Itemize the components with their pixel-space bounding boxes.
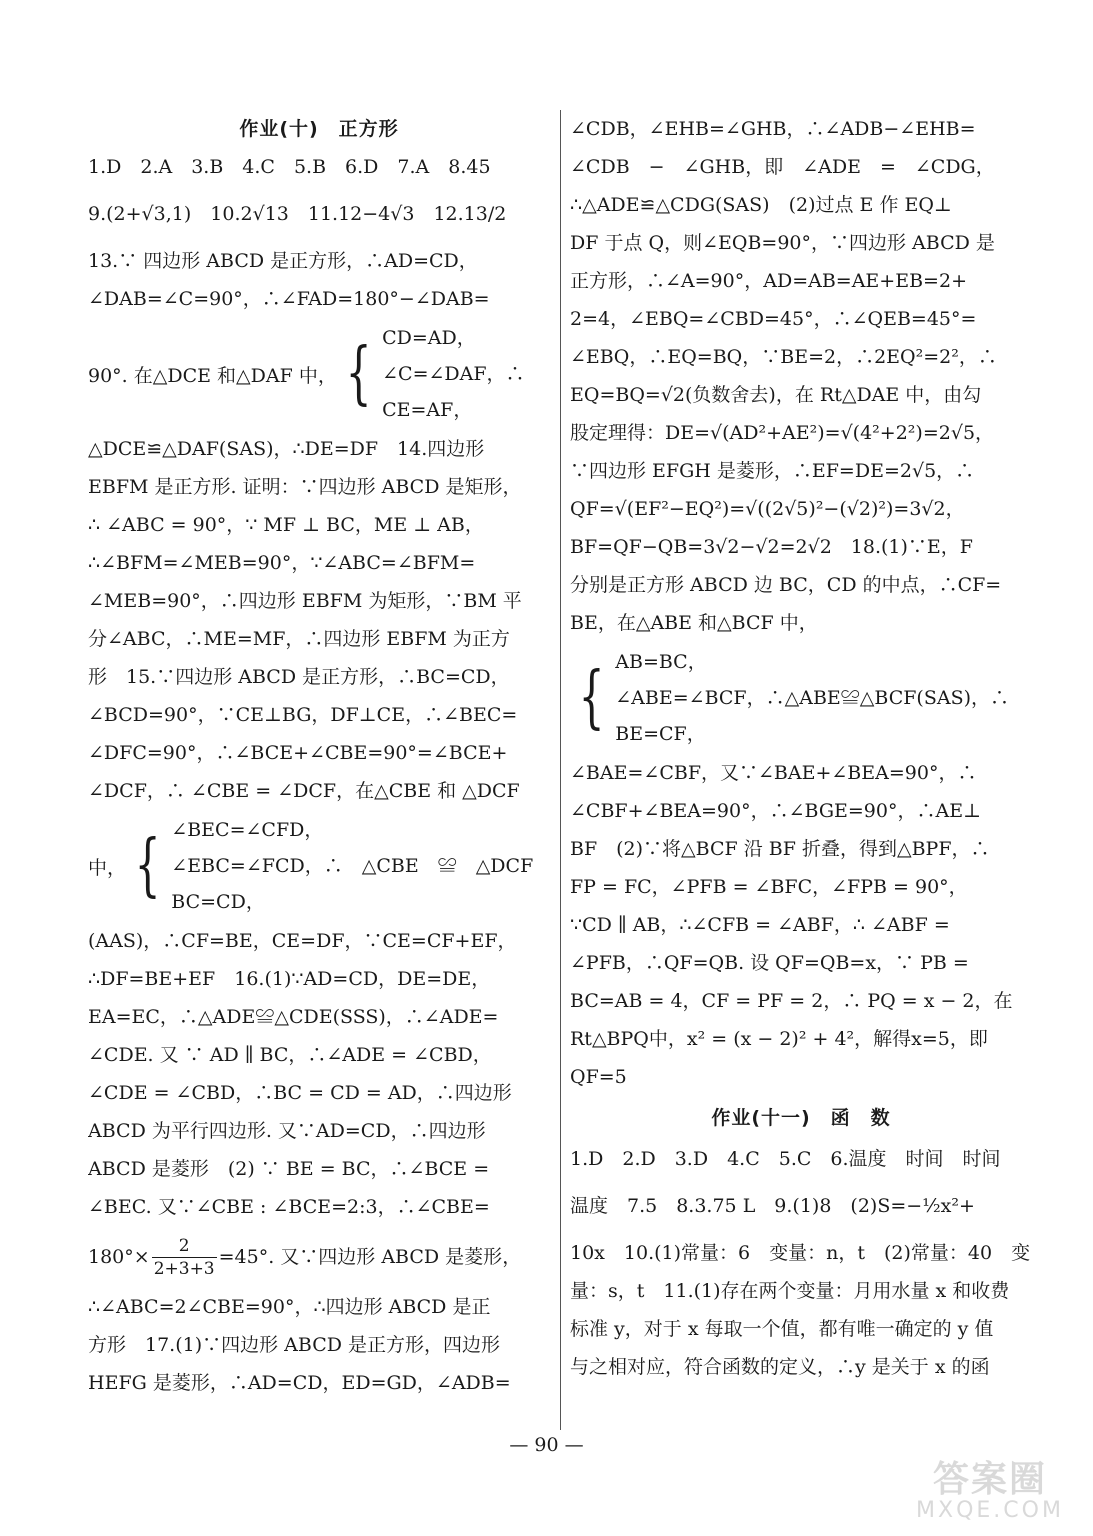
- text-line: ∠BEC. 又∵∠CBE : ∠BCE=2:3，∴∠CBE=: [88, 1196, 490, 1218]
- column-divider: [560, 110, 561, 1430]
- text-line: Rt△BPQ中，x² = (x − 2)² + 4²，解得x=5，即: [570, 1028, 988, 1050]
- text-line: ∴∠BFM=∠MEB=90°，∵∠ABC=∠BFM=: [88, 552, 476, 574]
- text-line: EA=EC，∴△ADE≌△CDE(SSS)，∴∠ADE=: [88, 1006, 499, 1028]
- text-line: BF=QF−QB=3√2−√2=2√2 18.(1)∵E，F: [570, 536, 973, 558]
- system-row: BE=CF，: [615, 723, 706, 745]
- system-row: ∠EBC=∠FCD，∴ △CBE ≌ △DCF: [171, 855, 534, 877]
- text-line: HEFG 是菱形，∴AD=CD，ED=GD，∠ADB=: [88, 1372, 511, 1394]
- text-line: ∠CDE = ∠CBD，∴BC = CD = AD，∴四边形: [88, 1082, 512, 1104]
- text-line: ∠DAB=∠C=90°，∴∠FAD=180°−∠DAB=: [88, 288, 490, 310]
- brace-system: [337, 320, 525, 428]
- text-line: ∠DCF，∴ ∠CBE = ∠DCF，在△CBE 和 △DCF: [88, 780, 520, 802]
- text-line: 2=4，∠EBQ=∠CBD=45°，∴∠QEB=45°=: [570, 308, 977, 330]
- text-line: ∠BCD=90°，∵CE⊥BG，DF⊥CE，∴∠BEC=: [88, 704, 518, 726]
- text-line: (AAS)，∴CF=BE，CE=DF，∵CE=CF+EF，: [88, 930, 517, 952]
- text-line: ∠BAE=∠CBF，又∵∠BAE+∠BEA=90°，∴: [570, 762, 977, 784]
- text-line: 标准 y，对于 x 每取一个值，都有唯一确定的 y 值: [570, 1318, 994, 1340]
- fraction-numerator: 2: [178, 1235, 190, 1256]
- watermark-url: MXQE.COM: [916, 1498, 1064, 1523]
- text-line: ∴DF=BE+EF 16.(1)∵AD=CD，DE=DE，: [88, 968, 491, 990]
- fraction-denominator: 2+3+3: [153, 1258, 215, 1279]
- section-title: 作业(十一) 函 数: [711, 1107, 891, 1129]
- text-line: ∴ ∠ABC = 90°，∵ MF ⊥ BC，ME ⊥ AB，: [88, 514, 484, 536]
- text-line: ∠PFB，∴QF=QB. 设 QF=QB=x，∵ PB =: [570, 952, 969, 974]
- left-column: [88, 110, 550, 1402]
- text-line: ∠CBF+∠BEA=90°，∴∠BGE=90°，∴AE⊥: [570, 800, 981, 822]
- text-line: ∴∠ABC=2∠CBE=90°，∴四边形 ABCD 是正: [88, 1296, 491, 1318]
- text-line: 9.(2+√3,1) 10.2√13 11.12−4√3 12.13/2: [88, 203, 507, 225]
- brace-glyph: {: [134, 826, 161, 905]
- system-row: ∠C=∠DAF，∴: [382, 363, 525, 385]
- equation-system: [88, 318, 550, 430]
- text-line: ∠CDB，∠EHB=∠GHB，∴∠ADB−∠EHB=: [570, 118, 976, 140]
- system-row: AB=BC，: [615, 651, 707, 673]
- fraction-prefix: 180°×: [88, 1246, 150, 1268]
- text-line: ∠CDB − ∠GHB，即 ∠ADE = ∠CDG，: [570, 156, 995, 178]
- text-line: 形 15.∵四边形 ABCD 是正方形，∴BC=CD，: [88, 666, 510, 688]
- brace-system: [126, 812, 533, 920]
- brace-glyph: {: [345, 334, 372, 413]
- system-row: BC=CD，: [171, 891, 265, 913]
- text-line: 分别是正方形 ABCD 边 BC，CD 的中点，∴CF=: [570, 574, 1002, 596]
- text-line: ABCD 为平行四边形. 又∵AD=CD，∴四边形: [88, 1120, 486, 1142]
- equation-system: [570, 642, 1032, 754]
- watermark-text: 答案圈: [932, 1459, 1047, 1500]
- text-line: QF=√(EF²−EQ²)=√((2√5)²−(√2)²)=3√2，: [570, 498, 965, 520]
- fraction-suffix: =45°. 又∵四边形 ABCD 是菱形，: [218, 1246, 522, 1268]
- text-line: FP = FC，∠PFB = ∠BFC，∠FPB = 90°，: [570, 876, 968, 898]
- text-line: 量：s，t 11.(1)存在两个变量：月用水量 x 和收费: [570, 1280, 1010, 1302]
- text-line: 1.D 2.A 3.B 4.C 5.B 6.D 7.A 8.45: [88, 156, 491, 178]
- brace-system: [570, 644, 1009, 752]
- text-line: ∵四边形 EFGH 是菱形，∴EF=DE=2√5，∴: [570, 460, 975, 482]
- text-line: ABCD 是菱形 (2) ∵ BE = BC，∴∠BCE =: [88, 1158, 490, 1180]
- text-line: EQ=BQ=√2(负数舍去)，在 Rt△DAE 中，由勾: [570, 384, 982, 406]
- system-row: CD=AD，: [382, 327, 476, 349]
- text-line: ∴△ADE≌△CDG(SAS) (2)过点 E 作 EQ⊥: [570, 194, 952, 216]
- text-line: BC=AB = 4，CF = PF = 2，∴ PQ = x − 2，在: [570, 990, 1013, 1012]
- system-row: ∠ABE=∠BCF，∴△ABE≌△BCF(SAS)，∴: [615, 687, 1010, 709]
- text-line: ∠DFC=90°，∴∠BCE+∠CBE=90°=∠BCE+: [88, 742, 508, 764]
- text-line: EBFM 是正方形. 证明：∵四边形 ABCD 是矩形，: [88, 476, 522, 498]
- system-row: CE=AF，: [382, 399, 473, 421]
- text-line: 1.D 2.D 3.D 4.C 5.C 6.温度 时间 时间: [570, 1148, 1001, 1170]
- text-line: 方形 17.(1)∵四边形 ABCD 是正方形，四边形: [88, 1334, 501, 1356]
- brace-glyph: {: [578, 658, 605, 737]
- system-prefix: 中，: [88, 856, 127, 879]
- watermark-logo: [905, 1460, 1075, 1524]
- text-line: DF 于点 Q，则∠EQB=90°，∵四边形 ABCD 是: [570, 232, 995, 254]
- text-line: △DCE≌△DAF(SAS)，∴DE=DF 14.四边形: [88, 438, 485, 460]
- equation-system: [88, 810, 550, 922]
- fraction: [152, 1235, 217, 1280]
- text-line: BE，在△ABE 和△BCF 中，: [570, 612, 818, 634]
- text-line: 10x 10.(1)常量：6 变量：n，t (2)常量：40 变: [570, 1242, 1031, 1264]
- text-line: ∠CDE. 又 ∵ AD ∥ BC，∴∠ADE = ∠CBD，: [88, 1044, 492, 1066]
- page-number: — 90 —: [509, 1434, 584, 1456]
- text-line: 分∠ABC，∴ME=MF，∴四边形 EBFM 为正方: [88, 628, 510, 650]
- system-prefix: 90°. 在△DCE 和△DAF 中，: [88, 364, 337, 387]
- section-title: 作业(十) 正方形: [239, 118, 399, 140]
- right-column: [570, 110, 1032, 1386]
- text-line: 股定理得：DE=√(AD²+AE²)=√(4²+2²)=2√5，: [570, 422, 995, 444]
- text-line: 正方形，∴∠A=90°，AD=AB=AE+EB=2+: [570, 270, 967, 292]
- text-line: ∵CD ∥ AB，∴∠CFB = ∠ABF，∴ ∠ABF =: [570, 914, 950, 936]
- system-row: ∠BEC=∠CFD，: [171, 819, 324, 841]
- text-line: BF (2)∵将△BCF 沿 BF 折叠，得到△BPF，∴: [570, 838, 990, 860]
- text-line: 与之相对应，符合函数的定义，∴y 是关于 x 的函: [570, 1356, 990, 1378]
- fraction-line: [88, 1226, 550, 1288]
- text-line: ∠EBQ，∴EQ=BQ，∵BE=2，∴2EQ²=2²，∴: [570, 346, 997, 368]
- text-line: 13.∵ 四边形 ABCD 是正方形，∴AD=CD，: [88, 250, 478, 272]
- text-line: 温度 7.5 8.3.75 L 9.(1)8 (2)S=−½x²+: [570, 1195, 975, 1217]
- text-line: QF=5: [570, 1066, 627, 1088]
- text-line: ∠MEB=90°，∴四边形 EBFM 为矩形，∵BM 平: [88, 590, 522, 612]
